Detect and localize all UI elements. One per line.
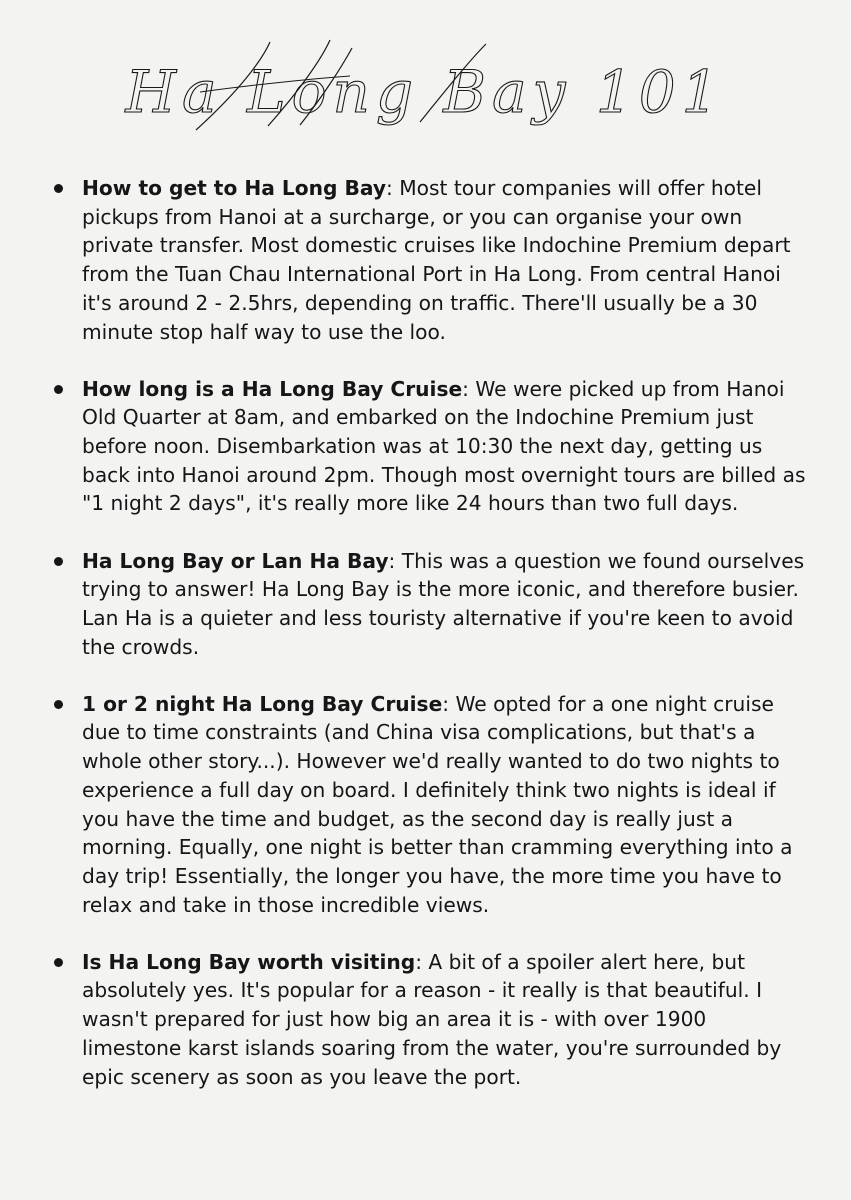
tip-text: : A bit of a spoiler alert here, but absolutely yes. It's popular for a reason - it really is that beautiful. I wasn't prepared for just how big an area it is - with over 1900 limestone karst islands soaring from the water, you're surrounded by epic scenery as soon as you leave the port. <box>82 949 782 1089</box>
list-item <box>50 948 810 1092</box>
tip-heading: How long is a Ha Long Bay Cruise <box>82 376 463 401</box>
bullet-icon <box>54 385 63 394</box>
list-item <box>50 174 810 346</box>
bullet-icon <box>54 184 63 193</box>
list-item <box>50 375 810 519</box>
tip-text: : We were picked up from Hanoi Old Quarter at 8am, and embarked on the Indochine Premium just before noon. Disembarkation was at 10:30 the next day, getting us back into Hanoi around 2pm. Though most overnight tours are billed as "1 night 2 days", it's really more like 24 hours than two full days. <box>82 376 806 516</box>
title-banner <box>0 30 851 140</box>
list-item <box>50 547 810 662</box>
bullet-icon <box>54 557 63 566</box>
list-item <box>50 690 810 920</box>
tip-text: : Most tour companies will offer hotel pickups from Hanoi at a surcharge, or you can organise your own private transfer. Most domestic cruises like Indochine Premium depart from the Tuan Chau International Port in Ha Long. From central Hanoi it's around 2 - 2.5hrs, depending on traffic. There'll usually be a 30 minute stop half way to use the loo. <box>82 176 791 344</box>
tip-heading: Ha Long Bay or Lan Ha Bay <box>82 548 389 573</box>
page-title: Ha Long Bay 101 <box>125 58 725 126</box>
bullet-icon <box>54 700 63 709</box>
tip-heading: 1 or 2 night Ha Long Bay Cruise <box>82 691 443 716</box>
script-title-graphic <box>0 30 851 140</box>
bullet-icon <box>54 958 63 967</box>
tip-text: : This was a question we found ourselves trying to answer! Ha Long Bay is the more iconic, and therefore busier. Lan Ha is a quieter and less touristy alternative if you're keen to avoid the crowds. <box>82 548 805 659</box>
tip-text: : We opted for a one night cruise due to time constraints (and China visa complications, but that's a whole other story...). However we'd really wanted to do two nights to experience a full day on board. I definitely think two nights is ideal if you have the time and budget, as the second day is really just a morning. Equally, one night is better than cramming everything into a day trip! Essentially, the longer you have, the more time you have to relax and take in those incredible views. <box>82 691 793 917</box>
tips-list <box>50 174 810 1091</box>
tip-heading: How to get to Ha Long Bay <box>82 176 387 200</box>
tip-heading: Is Ha Long Bay worth visiting <box>82 949 416 974</box>
